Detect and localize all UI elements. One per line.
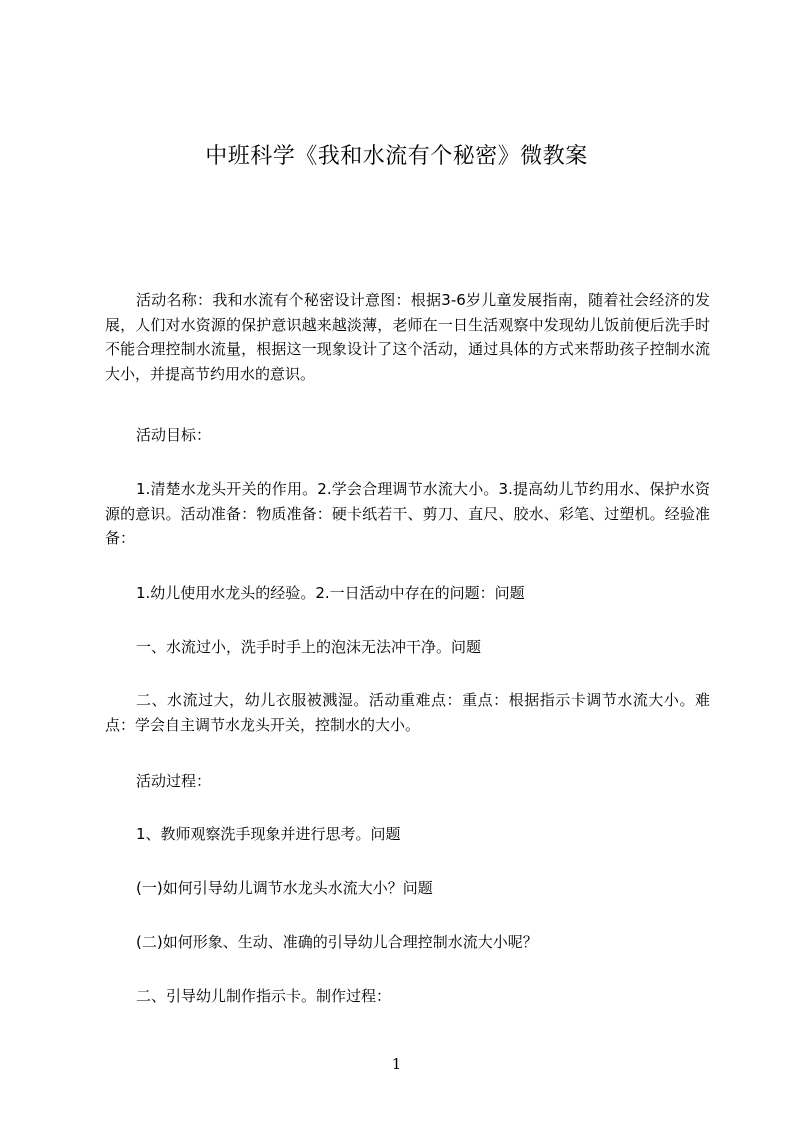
paragraph-goals-heading: 活动目标：	[136, 426, 212, 444]
paragraph-process-heading: 活动过程：	[136, 772, 212, 790]
paragraph-problem-one: 一、水流过小，洗手时手上的泡沫无法冲干净。问题	[136, 638, 482, 656]
page-number: 1	[391, 1055, 402, 1073]
paragraph-question-two: (二)如何形象、生动、准确的引导幼儿合理控制水流大小呢？	[136, 933, 538, 951]
paragraph-experience: 1.幼儿使用水龙头的经验。2.一日活动中存在的问题：问题	[136, 584, 525, 602]
page-title: 中班科学《我和水流有个秘密》微教案	[205, 144, 588, 169]
paragraph-step-one: 1、教师观察洗手现象并进行思考。问题	[136, 825, 401, 843]
paragraph-question-one: (一)如何引导幼儿调节水龙头水流大小？问题	[136, 879, 433, 897]
paragraph-problem-two: 二、水流过大，幼儿衣服被溅湿。活动重难点：重点：根据指示卡调节水流大小。难点：学会自主调节水龙头开关，控制水的大小。	[105, 691, 710, 734]
paragraph-step-two: 二、引导幼儿制作指示卡。制作过程：	[136, 987, 392, 1005]
paragraph-activity-name: 活动名称：我和水流有个秘密设计意图：根据3-6岁儿童发展指南，随着社会经济的发展，人们对水资源的保护意识越来越淡薄，老师在一日生活观察中发现幼儿饭前便后洗手时不能合理控制水流量，根据这一现象设计了这个活动，通过具体的方式来帮助孩子控制水流大小，并提高节约用水的意识。	[105, 291, 710, 383]
paragraph-goals-preparation: 1.清楚水龙头开关的作用。2.学会合理调节水流大小。3.提高幼儿节约用水、保护水资源的意识。活动准备：物质准备：硬卡纸若干、剪刀、直尺、胶水、彩笔、过塑机。经验准备：	[105, 480, 710, 547]
